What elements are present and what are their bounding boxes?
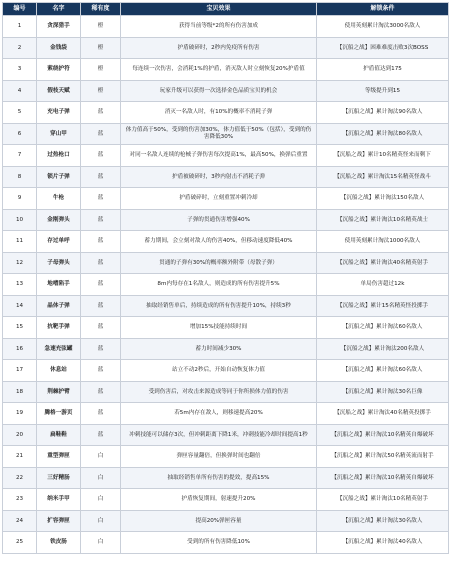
table-row [3,145,449,167]
cell-id: 24 [3,510,37,532]
cell-rarity: 蓝 [81,145,121,167]
cell-rarity: 蓝 [81,123,121,145]
cell-condition: 【沉船之战】累计淘汰30名巨像 [317,381,449,403]
cell-condition: 【沉船之战】累计淘汰10名精英自爆破坏 [317,424,449,446]
cell-name: 荆棘护臂 [37,381,81,403]
cell-condition: 【沉船之战】累计淘汰200名敌人 [317,338,449,360]
table-row [3,489,449,511]
table-row [3,424,449,446]
header-condition: 解锁条件 [317,3,449,16]
cell-condition: 使用英刻累计淘汰3000名敌人 [317,16,449,38]
cell-name: 萦绕护符 [37,59,81,81]
cell-name: 扩容弹匣 [37,510,81,532]
cell-name: 休息站 [37,360,81,382]
cell-rarity: 橙 [81,80,121,102]
table-row [3,80,449,102]
cell-effect: 护盾破碎时，立刻重置冲刺冷却 [121,188,317,210]
cell-rarity: 白 [81,446,121,468]
cell-name: 地嗜陷手 [37,274,81,296]
cell-condition: 【沉船之战】累计淘汰80名敌人 [317,123,449,145]
cell-rarity: 蓝 [81,252,121,274]
header-name: 名字 [37,3,81,16]
cell-name: 铁皮肠 [37,532,81,554]
table-header [3,3,449,16]
cell-name: 贪深猎手 [37,16,81,38]
cell-condition: 【沉船之战】累计淘汰15名精英怪战斗 [317,166,449,188]
cell-rarity: 白 [81,489,121,511]
table-row [3,188,449,210]
cell-effect: 受到的所有伤害降低10% [121,532,317,554]
cell-name: 假枝天赋 [37,80,81,102]
cell-id: 12 [3,252,37,274]
table-row [3,16,449,38]
table-row [3,317,449,339]
cell-rarity: 橙 [81,16,121,38]
cell-condition: 【沉船之战】累计淘汰90名敌人 [317,102,449,124]
cell-rarity: 橙 [81,59,121,81]
cell-effect: 抽取经销售单后，持续造成的所有伤害提升10%，持续3秒 [121,295,317,317]
table-row [3,59,449,81]
cell-rarity: 蓝 [81,403,121,425]
cell-effect: 护盾恢复期间，射速提升20% [121,489,317,511]
cell-name: 纳米手甲 [37,489,81,511]
cell-id: 11 [3,231,37,253]
cell-rarity: 橙 [81,37,121,59]
cell-id: 1 [3,16,37,38]
cell-id: 7 [3,145,37,167]
cell-condition: 使用英刻累计淘汰1000名敌人 [317,231,449,253]
cell-name: 三好精肠 [37,467,81,489]
cell-id: 13 [3,274,37,296]
table-row [3,338,449,360]
cell-id: 22 [3,467,37,489]
cell-effect: 增加15%技能持续时间 [121,317,317,339]
cell-id: 21 [3,446,37,468]
cell-id: 20 [3,424,37,446]
table-row [3,102,449,124]
cell-effect: 抽取经销售单所有伤害的提效，提高15% [121,467,317,489]
cell-name: 存过单呼 [37,231,81,253]
cell-id: 18 [3,381,37,403]
header-row [3,3,449,16]
cell-effect: 提高20%弹匣容量 [121,510,317,532]
cell-name: 金刚弹头 [37,209,81,231]
cell-id: 2 [3,37,37,59]
cell-condition: 单局伤害超过12k [317,274,449,296]
cell-name: 过热枪口 [37,145,81,167]
cell-rarity: 蓝 [81,317,121,339]
table-row [3,166,449,188]
cell-name: 金钱袋 [37,37,81,59]
cell-name: 子母弹头 [37,252,81,274]
table-row [3,295,449,317]
cell-rarity: 蓝 [81,209,121,231]
cell-name: 牛枪 [37,188,81,210]
cell-rarity: 蓝 [81,231,121,253]
cell-condition: 护盾值达到175 [317,59,449,81]
cell-condition: 【沉船之战】累计淘汰50名精英流而射手 [317,446,449,468]
cell-condition: 【沉船之战】累计淘汰40名敌人 [317,532,449,554]
cell-rarity: 蓝 [81,188,121,210]
cell-rarity: 蓝 [81,360,121,382]
table-row [3,360,449,382]
table-body [3,16,449,554]
cell-condition: 等级提升到15 [317,80,449,102]
cell-rarity: 白 [81,467,121,489]
treasure-table [2,2,449,554]
cell-id: 14 [3,295,37,317]
cell-rarity: 蓝 [81,295,121,317]
header-rarity: 稀有度 [81,3,121,16]
cell-name: 急速充弦罐 [37,338,81,360]
table-row [3,274,449,296]
table-row [3,403,449,425]
cell-condition: 【沉船之战】累计10名精英怪来而剩下 [317,145,449,167]
table-row [3,252,449,274]
cell-rarity: 蓝 [81,274,121,296]
cell-name: 扁鞋鞋 [37,424,81,446]
cell-name: 穿山甲 [37,123,81,145]
cell-effect: 贯通的子弹有30%的概率额外附带（母散子弹） [121,252,317,274]
cell-effect: 冲刺技能可以储存3次，但冲刺距离下降1米，冲刺技能冷却时间提高1秒 [121,424,317,446]
cell-id: 23 [3,489,37,511]
table-row [3,231,449,253]
cell-id: 5 [3,102,37,124]
cell-effect: 蓄力期间，会立刻对敌人的伤害40%，但移动速度降低40% [121,231,317,253]
cell-id: 3 [3,59,37,81]
cell-effect: 体力值高于50%，受到的伤害加30%，体力值低于50%（包括），受到的伤害降低30% [121,123,317,145]
table-row [3,381,449,403]
cell-name: 晶体子弹 [37,295,81,317]
cell-condition: 【沉船之战】累计淘汰60名敌人 [317,360,449,382]
cell-rarity: 蓝 [81,381,121,403]
cell-condition: 【沉船之战】累计淘汰10名精英自爆破坏 [317,467,449,489]
cell-id: 19 [3,403,37,425]
cell-effect: 受到伤害后，对攻击来源造成等同于你所损体力值的伤害 [121,381,317,403]
cell-name: 锁片子弹 [37,166,81,188]
cell-condition: 【沉船之战】累计15名精英怪投掷手 [317,295,449,317]
cell-effect: 护盾破碎时，2秒内免疫所有伤害 [121,37,317,59]
table-row [3,209,449,231]
cell-effect: 蓄力时间减少30% [121,338,317,360]
cell-condition: 【沉船之战】累计淘汰10名精英战士 [317,209,449,231]
cell-id: 6 [3,123,37,145]
cell-effect: 8m内每存在1名敌人，则造成的所有伤害提升5% [121,274,317,296]
cell-effect: 子弹的贯通伤害增强40% [121,209,317,231]
cell-id: 16 [3,338,37,360]
cell-effect: 玩家升级可以获得一次选择金色品质宝贝的机会 [121,80,317,102]
cell-id: 15 [3,317,37,339]
table-row [3,510,449,532]
cell-id: 8 [3,166,37,188]
cell-id: 25 [3,532,37,554]
cell-rarity: 白 [81,510,121,532]
cell-effect: 站立不动2秒后，开始自动恢复体力值 [121,360,317,382]
cell-rarity: 蓝 [81,424,121,446]
cell-condition: 【沉船之战】累计淘汰40名精英投掷手 [317,403,449,425]
cell-name: 重型弹匣 [37,446,81,468]
cell-effect: 护盾被破碎时，3秒内射击不消耗子弹 [121,166,317,188]
cell-id: 9 [3,188,37,210]
page [0,2,450,561]
cell-effect: 消灭一名敌人时，有10%的概率不消耗子弹 [121,102,317,124]
cell-condition: 【沉船之战】累计淘汰60名敌人 [317,317,449,339]
cell-effect: 获得当前等级*2的所有伤害加成 [121,16,317,38]
table-row [3,467,449,489]
cell-rarity: 白 [81,532,121,554]
cell-effect: 弹匣容量翻倍，但换弹时间也翻倍 [121,446,317,468]
cell-rarity: 蓝 [81,166,121,188]
cell-rarity: 蓝 [81,102,121,124]
cell-id: 10 [3,209,37,231]
cell-rarity: 蓝 [81,338,121,360]
cell-name: 充电子弹 [37,102,81,124]
cell-effect: 若5m内存在敌人，则移速提高20% [121,403,317,425]
table-row [3,446,449,468]
cell-id: 17 [3,360,37,382]
cell-effect: 每连续一次伤害，会消耗1%的护盾，消灭敌人时立刻恢复20%护盾值 [121,59,317,81]
table-row [3,532,449,554]
table-row [3,37,449,59]
cell-condition: 【沉船之战】累计淘汰10名精英射手 [317,489,449,511]
cell-name: 抗靶手弹 [37,317,81,339]
cell-condition: 【沉船之战】累计淘汰150名敌人 [317,188,449,210]
cell-name: 腾格一游页 [37,403,81,425]
cell-condition: 【沉船之战】困难难度击败3次BOSS [317,37,449,59]
cell-effect: 对同一名敌人连续的枪械子弹伤害每次提高1%，最高50%，换弹后重置 [121,145,317,167]
cell-condition: 【沉船之战】累计淘汰30名敌人 [317,510,449,532]
table-row [3,123,449,145]
header-id: 编号 [3,3,37,16]
cell-id: 4 [3,80,37,102]
cell-condition: 【沉船之战】累计淘汰40名精英射手 [317,252,449,274]
header-effect: 宝贝效果 [121,3,317,16]
